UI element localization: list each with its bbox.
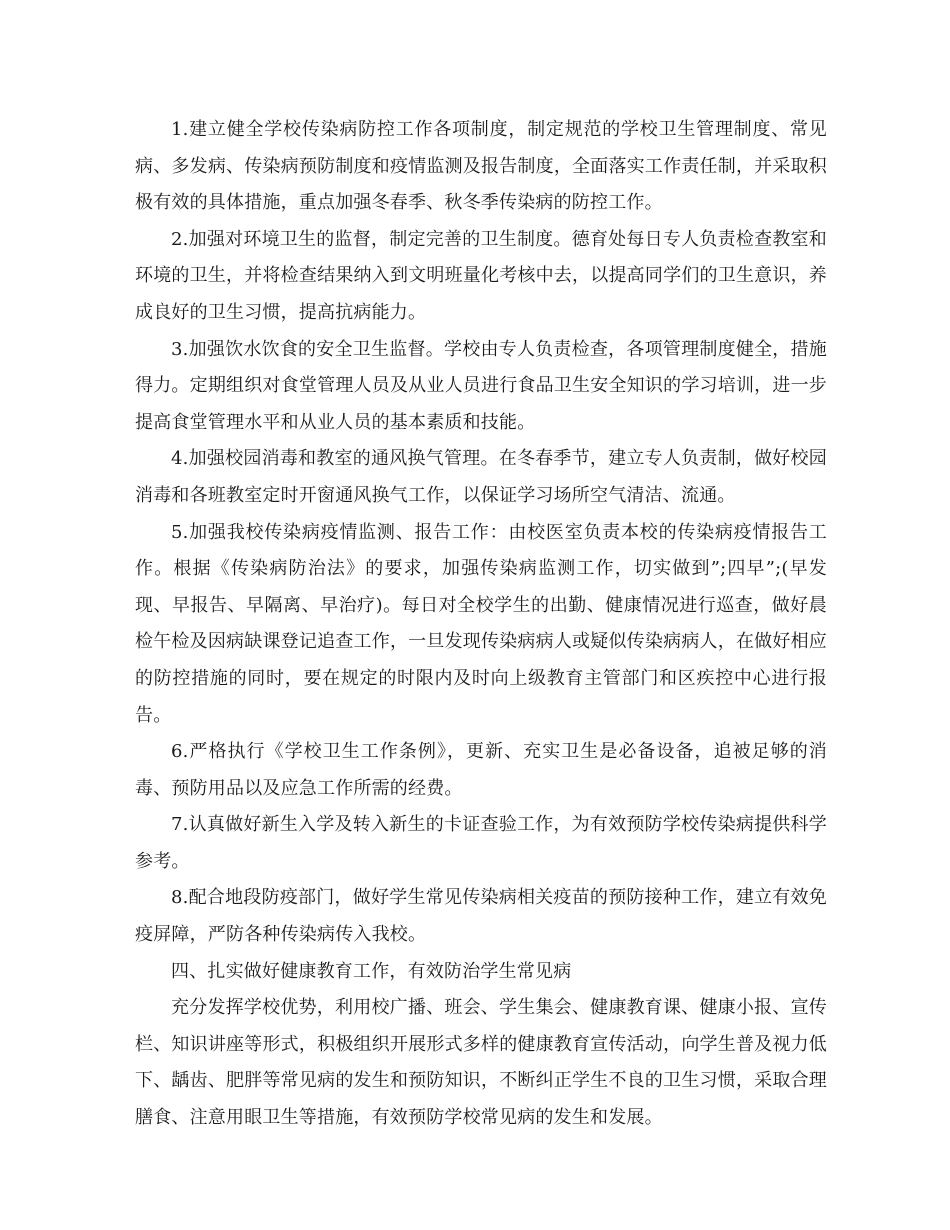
paragraph-9: 充分发挥学校优势，利用校广播、班会、学生集会、健康教育课、健康小报、宣传栏、知识讲座等形式，积极组织开展形式多样的健康教育宣传活动，向学生普及视力低下、龋齿、肥胖等常见病的发生和预防知识，不断纠正学生不良的卫生习惯，采取合理膳食、注意用眼卫生等措施，有效预防学校常见病的发生和发展。 (135, 997, 827, 1129)
paragraph-4: 4.加强校园消毒和教室的通风换气管理。在冬春季节，建立专人负责制，做好校园消毒和各班教室定时开窗通风换气工作，以保证学习场所空气清洁、流通。 (135, 448, 827, 506)
document-body (135, 112, 827, 1137)
paragraph-8: 8.配合地段防疫部门，做好学生常见传染病相关疫苗的预防接种工作，建立有效免疫屏障，严防各种传染病传入我校。 (135, 887, 827, 946)
paragraph-1: 1.建立健全学校传染病防控工作各项制度，制定规范的学校卫生管理制度、常见病、多发病、传染病预防制度和疫情监测及报告制度，全面落实工作责任制，并采取积极有效的具体措施，重点加强冬春季、秋冬季传染病的防控工作。 (135, 119, 827, 214)
paragraph-7: 7.认真做好新生入学及转入新生的卡证查验工作，为有效预防学校传染病提供科学参考。 (135, 814, 827, 872)
paragraph-5: 5.加强我校传染病疫情监测、报告工作：由校医室负责本校的传染病疫情报告工作。根据《传染病防治法》的要求，加强传染病监测工作，切实做到”;四早”;(早发现、早报告、早隔离、早治疗)。每日对全校学生的出勤、健康情况进行巡查，做好晨检午检及因病缺课登记追查工作，一旦发现传染病病人或疑似传染病病人，在做好相应的防控措施的同时，要在规定的时限内及时向上级教育主管部门和区疾控中心进行报告。 (135, 521, 827, 726)
paragraph-2: 2.加强对环境卫生的监督，制定完善的卫生制度。德育处每日专人负责检查教室和环境的卫生，并将检查结果纳入到文明班量化考核中去，以提高同学们的卫生意识，养成良好的卫生习惯，提高抗病能力。 (135, 228, 827, 323)
section-heading-4: 四、扎实做好健康教育工作，有效防治学生常见病 (171, 960, 572, 982)
paragraph-3: 3.加强饮水饮食的安全卫生监督。学校由专人负责检查，各项管理制度健全，措施得力。定期组织对食堂管理人员及从业人员进行食品卫生安全知识的学习培训，进一步提高食堂管理水平和从业人员的基本素质和技能。 (135, 338, 827, 433)
paragraph-6: 6.严格执行《学校卫生工作条例》，更新、充实卫生是必备设备，追被足够的消毒、预防用品以及应急工作所需的经费。 (135, 741, 827, 799)
